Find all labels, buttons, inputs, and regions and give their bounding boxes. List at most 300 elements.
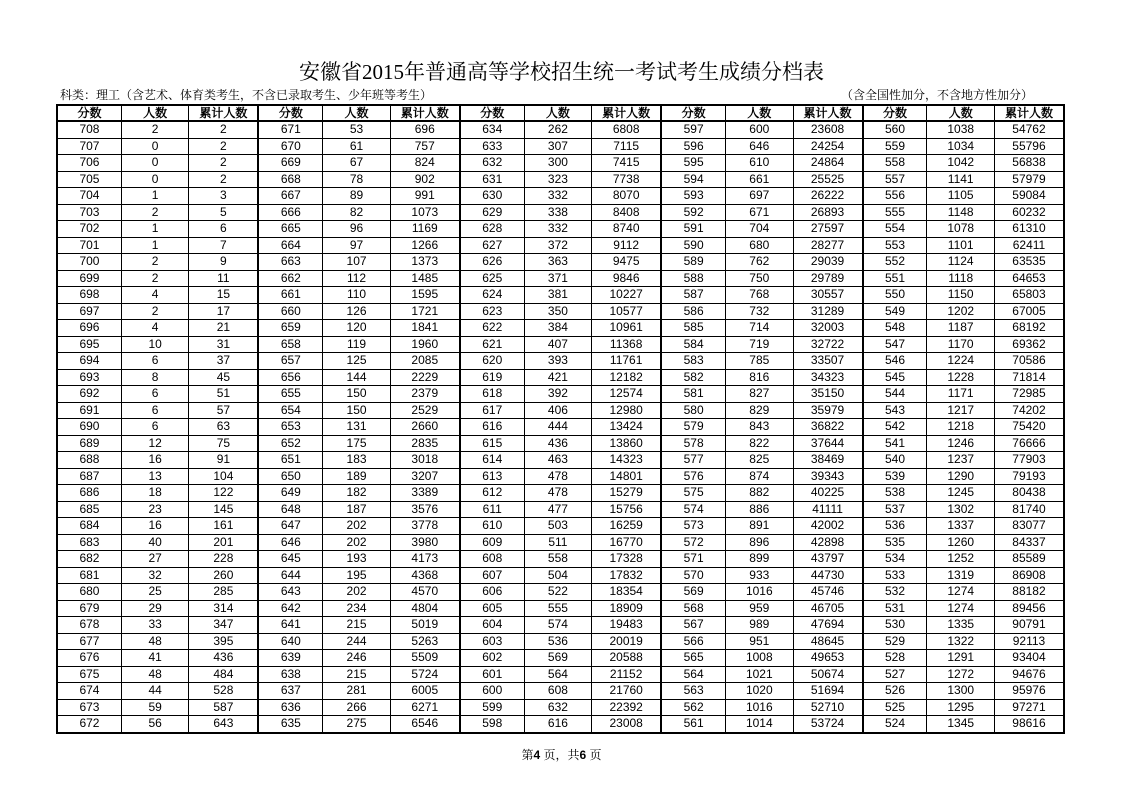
count-cell: 1150	[927, 287, 994, 304]
cumulative-cell: 45	[189, 369, 259, 386]
score-cell: 605	[460, 600, 524, 617]
score-cell: 529	[863, 633, 927, 650]
table-row	[57, 270, 1064, 287]
count-cell: 381	[524, 287, 591, 304]
count-cell: 0	[121, 138, 188, 155]
count-cell: 2	[121, 270, 188, 287]
cumulative-cell: 77903	[994, 452, 1064, 469]
score-cell: 708	[57, 121, 121, 138]
score-cell: 602	[460, 650, 524, 667]
table-row	[57, 650, 1064, 667]
score-cell: 565	[661, 650, 725, 667]
score-cell: 704	[57, 188, 121, 205]
score-cell: 618	[460, 386, 524, 403]
cumulative-cell: 12574	[592, 386, 662, 403]
score-cell: 528	[863, 650, 927, 667]
score-cell: 628	[460, 221, 524, 238]
cumulative-cell: 201	[189, 534, 259, 551]
score-cell: 544	[863, 386, 927, 403]
score-cell: 652	[258, 435, 322, 452]
score-cell: 678	[57, 617, 121, 634]
count-cell: 183	[323, 452, 390, 469]
count-cell: 29	[121, 600, 188, 617]
score-cell: 640	[258, 633, 322, 650]
score-cell: 636	[258, 699, 322, 716]
score-cell: 552	[863, 254, 927, 271]
score-cell: 603	[460, 633, 524, 650]
count-cell: 187	[323, 501, 390, 518]
cumulative-cell: 22392	[592, 699, 662, 716]
count-cell: 33	[121, 617, 188, 634]
cumulative-cell: 80438	[994, 485, 1064, 502]
cumulative-cell: 2379	[390, 386, 460, 403]
count-cell: 110	[323, 287, 390, 304]
table-row	[57, 716, 1064, 733]
count-cell: 1187	[927, 320, 994, 337]
score-cell: 672	[57, 716, 121, 733]
score-cell: 684	[57, 518, 121, 535]
table-row	[57, 303, 1064, 320]
cumulative-cell: 21760	[592, 683, 662, 700]
cumulative-cell: 38469	[793, 452, 863, 469]
count-header: 人数	[323, 105, 390, 121]
score-cell: 692	[57, 386, 121, 403]
score-cell: 551	[863, 270, 927, 287]
table-row	[57, 518, 1064, 535]
cumulative-cell: 2229	[390, 369, 460, 386]
cumulative-cell: 17832	[592, 567, 662, 584]
score-cell: 604	[460, 617, 524, 634]
score-cell: 536	[863, 518, 927, 535]
score-cell: 533	[863, 567, 927, 584]
cumulative-cell: 20588	[592, 650, 662, 667]
score-cell: 648	[258, 501, 322, 518]
footer-page-number: 4	[533, 748, 541, 762]
cumulative-cell: 31	[189, 336, 259, 353]
score-cell: 538	[863, 485, 927, 502]
count-cell: 616	[524, 716, 591, 733]
count-cell: 307	[524, 138, 591, 155]
table-row	[57, 617, 1064, 634]
cumulative-cell: 902	[390, 171, 460, 188]
count-cell: 522	[524, 584, 591, 601]
count-cell: 477	[524, 501, 591, 518]
cumulative-cell: 89456	[994, 600, 1064, 617]
count-cell: 0	[121, 155, 188, 172]
count-cell: 6	[121, 419, 188, 436]
score-cell: 699	[57, 270, 121, 287]
score-cell: 702	[57, 221, 121, 238]
score-cell: 629	[460, 204, 524, 221]
cumulative-cell: 42002	[793, 518, 863, 535]
score-cell: 577	[661, 452, 725, 469]
count-cell: 4	[121, 287, 188, 304]
count-cell: 1016	[726, 584, 793, 601]
score-cell: 572	[661, 534, 725, 551]
table-row	[57, 204, 1064, 221]
cumulative-cell: 33507	[793, 353, 863, 370]
score-cell: 582	[661, 369, 725, 386]
score-cell: 569	[661, 584, 725, 601]
count-cell: 332	[524, 188, 591, 205]
cumulative-cell: 3	[189, 188, 259, 205]
count-cell: 406	[524, 402, 591, 419]
score-cell: 525	[863, 699, 927, 716]
cumulative-cell: 1073	[390, 204, 460, 221]
cumulative-cell: 67005	[994, 303, 1064, 320]
score-cell: 609	[460, 534, 524, 551]
score-cell: 560	[863, 121, 927, 138]
cumulative-cell: 1373	[390, 254, 460, 271]
cumulative-cell: 347	[189, 617, 259, 634]
score-cell: 568	[661, 600, 725, 617]
table-row	[57, 567, 1064, 584]
score-cell: 688	[57, 452, 121, 469]
cumulative-cell: 18354	[592, 584, 662, 601]
count-cell: 384	[524, 320, 591, 337]
score-cell: 654	[258, 402, 322, 419]
score-cell: 532	[863, 584, 927, 601]
cumulative-cell: 5019	[390, 617, 460, 634]
count-cell: 1170	[927, 336, 994, 353]
score-cell: 689	[57, 435, 121, 452]
page-footer	[0, 746, 1123, 763]
count-cell: 8	[121, 369, 188, 386]
table-row	[57, 353, 1064, 370]
count-cell: 719	[726, 336, 793, 353]
cumulative-cell: 63535	[994, 254, 1064, 271]
cumulative-cell: 1169	[390, 221, 460, 238]
score-cell: 656	[258, 369, 322, 386]
count-cell: 1272	[927, 666, 994, 683]
score-cell: 590	[661, 237, 725, 254]
score-cell: 638	[258, 666, 322, 683]
cumulative-cell: 69362	[994, 336, 1064, 353]
score-cell: 526	[863, 683, 927, 700]
table-row	[57, 221, 1064, 238]
score-cell: 546	[863, 353, 927, 370]
table-row	[57, 452, 1064, 469]
score-cell: 614	[460, 452, 524, 469]
count-cell: 569	[524, 650, 591, 667]
cumulative-cell: 61310	[994, 221, 1064, 238]
count-cell: 1078	[927, 221, 994, 238]
count-cell: 444	[524, 419, 591, 436]
cumulative-cell: 5263	[390, 633, 460, 650]
table-row	[57, 419, 1064, 436]
count-cell: 762	[726, 254, 793, 271]
score-cell: 703	[57, 204, 121, 221]
cumulative-cell: 95976	[994, 683, 1064, 700]
score-cell: 633	[460, 138, 524, 155]
count-cell: 350	[524, 303, 591, 320]
table-row	[57, 485, 1064, 502]
cumulative-cell: 11368	[592, 336, 662, 353]
score-cell: 562	[661, 699, 725, 716]
table-row	[57, 468, 1064, 485]
score-cell: 695	[57, 336, 121, 353]
count-cell: 732	[726, 303, 793, 320]
count-cell: 1245	[927, 485, 994, 502]
footer-mid: 页，共	[540, 748, 580, 762]
cumulative-cell: 13860	[592, 435, 662, 452]
cumulative-cell: 1266	[390, 237, 460, 254]
count-cell: 1218	[927, 419, 994, 436]
count-cell: 150	[323, 402, 390, 419]
count-cell: 933	[726, 567, 793, 584]
cumulative-cell: 2085	[390, 353, 460, 370]
cumulative-cell: 49653	[793, 650, 863, 667]
score-cell: 625	[460, 270, 524, 287]
cumulative-cell: 4570	[390, 584, 460, 601]
cumulative-cell: 15279	[592, 485, 662, 502]
count-cell: 107	[323, 254, 390, 271]
cumulative-header: 累计人数	[793, 105, 863, 121]
count-cell: 150	[323, 386, 390, 403]
table-row	[57, 320, 1064, 337]
footer-prefix: 第	[521, 748, 534, 762]
cumulative-cell: 9	[189, 254, 259, 271]
count-cell: 262	[524, 121, 591, 138]
count-cell: 195	[323, 567, 390, 584]
score-cell: 586	[661, 303, 725, 320]
count-cell: 1105	[927, 188, 994, 205]
cumulative-cell: 21152	[592, 666, 662, 683]
score-cell: 592	[661, 204, 725, 221]
count-cell: 112	[323, 270, 390, 287]
cumulative-cell: 16259	[592, 518, 662, 535]
cumulative-cell: 9112	[592, 237, 662, 254]
count-cell: 558	[524, 551, 591, 568]
score-cell: 550	[863, 287, 927, 304]
count-cell: 2	[121, 303, 188, 320]
count-cell: 1217	[927, 402, 994, 419]
count-cell: 1246	[927, 435, 994, 452]
count-cell: 393	[524, 353, 591, 370]
cumulative-cell: 86908	[994, 567, 1064, 584]
score-cell: 694	[57, 353, 121, 370]
score-cell: 576	[661, 468, 725, 485]
score-cell: 660	[258, 303, 322, 320]
count-cell: 6	[121, 353, 188, 370]
cumulative-cell: 757	[390, 138, 460, 155]
table-row	[57, 501, 1064, 518]
count-cell: 332	[524, 221, 591, 238]
count-cell: 959	[726, 600, 793, 617]
count-cell: 363	[524, 254, 591, 271]
score-cell: 626	[460, 254, 524, 271]
cumulative-cell: 44730	[793, 567, 863, 584]
score-header: 分数	[863, 105, 927, 121]
score-cell: 681	[57, 567, 121, 584]
count-cell: 646	[726, 138, 793, 155]
count-cell: 41	[121, 650, 188, 667]
count-cell: 1020	[726, 683, 793, 700]
score-cell: 588	[661, 270, 725, 287]
score-header: 分数	[258, 105, 322, 121]
cumulative-cell: 51	[189, 386, 259, 403]
cumulative-header: 累计人数	[189, 105, 259, 121]
score-cell: 558	[863, 155, 927, 172]
cumulative-cell: 4173	[390, 551, 460, 568]
cumulative-cell: 10577	[592, 303, 662, 320]
cumulative-cell: 6546	[390, 716, 460, 733]
count-cell: 704	[726, 221, 793, 238]
score-cell: 645	[258, 551, 322, 568]
count-cell: 244	[323, 633, 390, 650]
cumulative-cell: 97271	[994, 699, 1064, 716]
score-cell: 591	[661, 221, 725, 238]
score-cell: 637	[258, 683, 322, 700]
header-row	[57, 105, 1064, 121]
score-cell: 634	[460, 121, 524, 138]
cumulative-cell: 824	[390, 155, 460, 172]
cumulative-cell: 260	[189, 567, 259, 584]
count-cell: 1260	[927, 534, 994, 551]
score-header: 分数	[57, 105, 121, 121]
score-cell: 639	[258, 650, 322, 667]
count-cell: 750	[726, 270, 793, 287]
table-row	[57, 584, 1064, 601]
table-row	[57, 699, 1064, 716]
score-cell: 669	[258, 155, 322, 172]
cumulative-cell: 20019	[592, 633, 662, 650]
cumulative-cell: 32003	[793, 320, 863, 337]
score-cell: 574	[661, 501, 725, 518]
score-cell: 593	[661, 188, 725, 205]
cumulative-cell: 90791	[994, 617, 1064, 634]
score-cell: 623	[460, 303, 524, 320]
score-cell: 537	[863, 501, 927, 518]
score-cell: 596	[661, 138, 725, 155]
score-cell: 644	[258, 567, 322, 584]
score-cell: 649	[258, 485, 322, 502]
cumulative-cell: 1721	[390, 303, 460, 320]
count-cell: 16	[121, 452, 188, 469]
score-cell: 589	[661, 254, 725, 271]
table-row	[57, 633, 1064, 650]
cumulative-cell: 8740	[592, 221, 662, 238]
count-cell: 829	[726, 402, 793, 419]
count-cell: 12	[121, 435, 188, 452]
cumulative-cell: 56838	[994, 155, 1064, 172]
cumulative-cell: 145	[189, 501, 259, 518]
count-cell: 300	[524, 155, 591, 172]
score-cell: 647	[258, 518, 322, 535]
count-cell: 1118	[927, 270, 994, 287]
cumulative-cell: 11	[189, 270, 259, 287]
cumulative-cell: 7115	[592, 138, 662, 155]
table-row	[57, 683, 1064, 700]
count-cell: 281	[323, 683, 390, 700]
cumulative-cell: 51694	[793, 683, 863, 700]
score-cell: 535	[863, 534, 927, 551]
count-cell: 899	[726, 551, 793, 568]
score-cell: 543	[863, 402, 927, 419]
score-cell: 610	[460, 518, 524, 535]
count-cell: 175	[323, 435, 390, 452]
cumulative-cell: 5724	[390, 666, 460, 683]
count-cell: 48	[121, 666, 188, 683]
table-row	[57, 551, 1064, 568]
cumulative-cell: 484	[189, 666, 259, 683]
count-cell: 632	[524, 699, 591, 716]
cumulative-cell: 26893	[793, 204, 863, 221]
cumulative-cell: 26222	[793, 188, 863, 205]
table-row	[57, 155, 1064, 172]
table-row	[57, 534, 1064, 551]
score-cell: 690	[57, 419, 121, 436]
cumulative-cell: 3207	[390, 468, 460, 485]
count-cell: 421	[524, 369, 591, 386]
score-cell: 545	[863, 369, 927, 386]
score-cell: 619	[460, 369, 524, 386]
count-cell: 1101	[927, 237, 994, 254]
score-cell: 658	[258, 336, 322, 353]
score-cell: 701	[57, 237, 121, 254]
score-cell: 646	[258, 534, 322, 551]
cumulative-cell: 4804	[390, 600, 460, 617]
cumulative-cell: 643	[189, 716, 259, 733]
count-cell: 1291	[927, 650, 994, 667]
cumulative-cell: 11761	[592, 353, 662, 370]
count-cell: 25	[121, 584, 188, 601]
score-cell: 575	[661, 485, 725, 502]
count-cell: 82	[323, 204, 390, 221]
count-cell: 1322	[927, 633, 994, 650]
score-cell: 666	[258, 204, 322, 221]
score-cell: 608	[460, 551, 524, 568]
count-cell: 2	[121, 204, 188, 221]
count-cell: 392	[524, 386, 591, 403]
cumulative-cell: 8070	[592, 188, 662, 205]
bonus-note: （含全国性加分，不含地方性加分）	[840, 88, 1033, 102]
cumulative-cell: 436	[189, 650, 259, 667]
count-cell: 4	[121, 320, 188, 337]
cumulative-cell: 31289	[793, 303, 863, 320]
cumulative-cell: 3389	[390, 485, 460, 502]
table-row	[57, 188, 1064, 205]
count-cell: 1274	[927, 584, 994, 601]
count-cell: 215	[323, 666, 390, 683]
score-cell: 601	[460, 666, 524, 683]
score-cell: 667	[258, 188, 322, 205]
score-cell: 542	[863, 419, 927, 436]
count-cell: 680	[726, 237, 793, 254]
count-cell: 843	[726, 419, 793, 436]
score-cell: 611	[460, 501, 524, 518]
cumulative-cell: 228	[189, 551, 259, 568]
count-cell: 96	[323, 221, 390, 238]
score-cell: 679	[57, 600, 121, 617]
cumulative-cell: 76666	[994, 435, 1064, 452]
count-cell: 23	[121, 501, 188, 518]
score-cell: 579	[661, 419, 725, 436]
count-cell: 1008	[726, 650, 793, 667]
score-cell: 583	[661, 353, 725, 370]
table-row	[57, 237, 1064, 254]
score-cell: 693	[57, 369, 121, 386]
score-header: 分数	[460, 105, 524, 121]
cumulative-cell: 17	[189, 303, 259, 320]
cumulative-cell: 74202	[994, 402, 1064, 419]
cumulative-cell: 75	[189, 435, 259, 452]
cumulative-cell: 98616	[994, 716, 1064, 733]
count-cell: 1016	[726, 699, 793, 716]
count-cell: 1042	[927, 155, 994, 172]
cumulative-cell: 122	[189, 485, 259, 502]
score-cell: 661	[258, 287, 322, 304]
